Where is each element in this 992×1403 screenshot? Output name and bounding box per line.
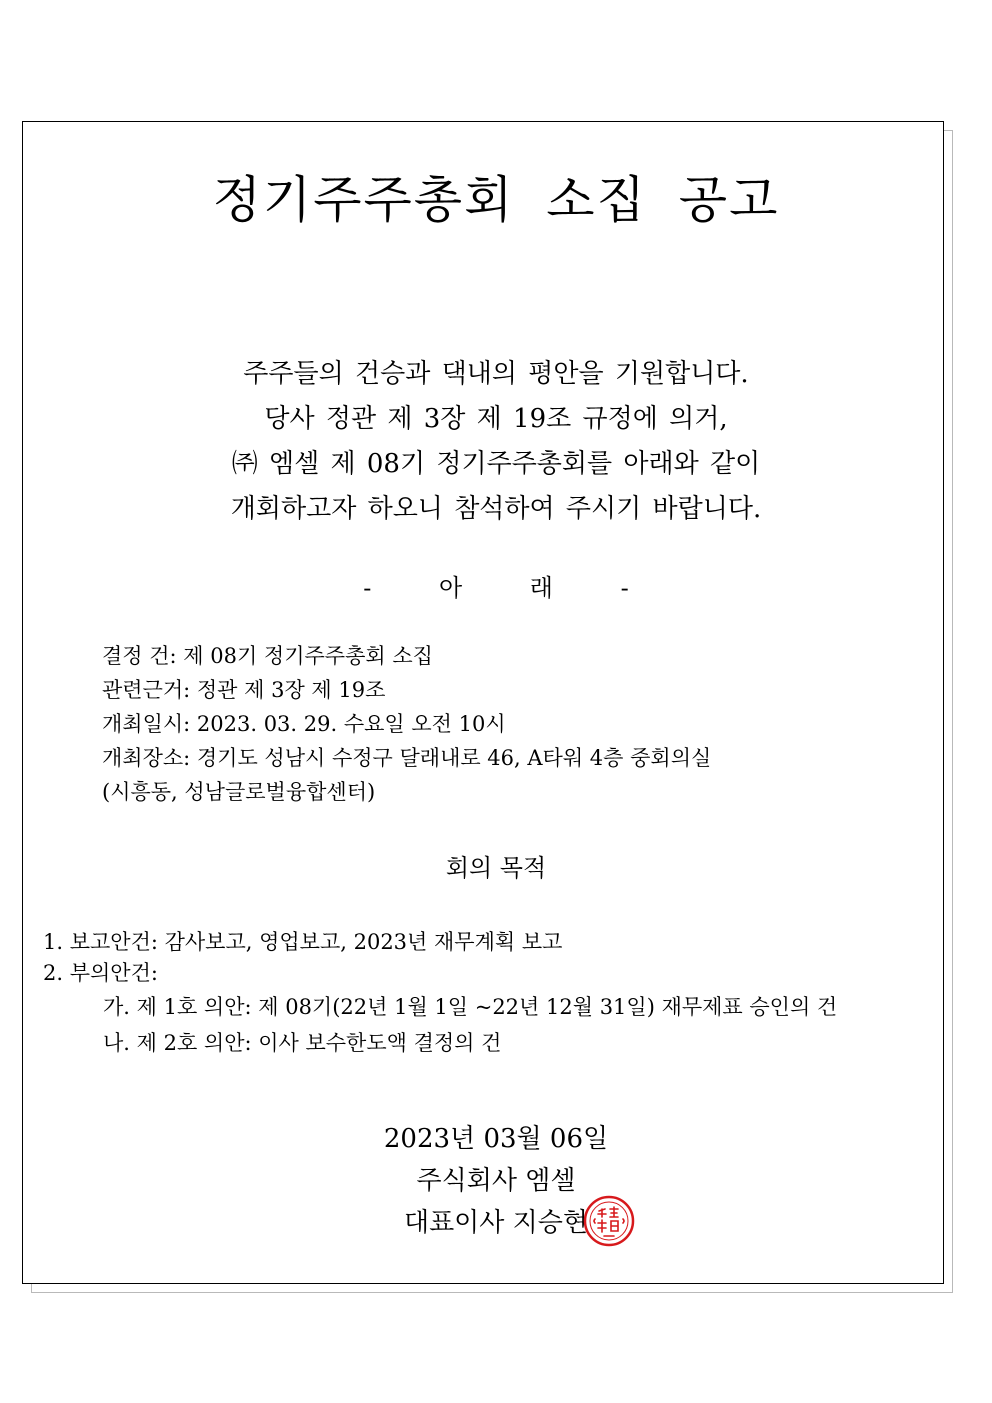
closing-block: [0, 1118, 992, 1244]
intro-line: 개회하고자 하오니 참석하여 주시기 바랍니다.: [230, 494, 762, 524]
agenda-subitem: 가. 제 1호 의안: 제 08기(22년 1월 1일 ~22년 12월 31일) 재무제표 승인의 건: [103, 995, 838, 1019]
intro-paragraph: [0, 352, 992, 532]
agenda-item: 1. 보고안건: 감사보고, 영업보고, 2023년 재무계획 보고: [43, 930, 563, 954]
detail-line: 결정 건: 제 08기 정기주주총회 소집: [102, 644, 433, 668]
agenda-subitem: 나. 제 2호 의안: 이사 보수한도액 결정의 건: [103, 1031, 502, 1055]
agenda-item: 2. 부의안건:: [43, 961, 158, 985]
ceo-name: 대표이사 지승현: [403, 1208, 589, 1238]
company-seal-icon: [583, 1195, 635, 1247]
detail-line: 개최일시: 2023. 03. 29. 수요일 오전 10시: [102, 712, 506, 736]
document-title: 정기주주총회 소집 공고: [212, 171, 780, 229]
detail-line: (시흥동, 성남글로벌융합센터): [102, 780, 376, 804]
section-separator: - 아 래 -: [363, 574, 629, 602]
intro-line: ㈜ 엠셀 제 08기 정기주주총회를 아래와 같이: [231, 449, 761, 479]
notice-date: 2023년 03월 06일: [383, 1124, 609, 1154]
purpose-heading: 회의 목적: [445, 854, 547, 882]
company-name: 주식회사 엠셀: [416, 1166, 576, 1196]
detail-line: 개최장소: 경기도 성남시 수정구 달래내로 46, A타워 4층 중회의실: [102, 746, 712, 770]
detail-line: 관련근거: 정관 제 3장 제 19조: [102, 678, 386, 702]
agenda-list: [43, 927, 837, 1061]
intro-line: 당사 정관 제 3장 제 19조 규정에 의거,: [264, 404, 728, 434]
meeting-details: [102, 639, 711, 809]
intro-line: 주주들의 건승과 댁내의 평안을 기원합니다.: [243, 359, 749, 389]
